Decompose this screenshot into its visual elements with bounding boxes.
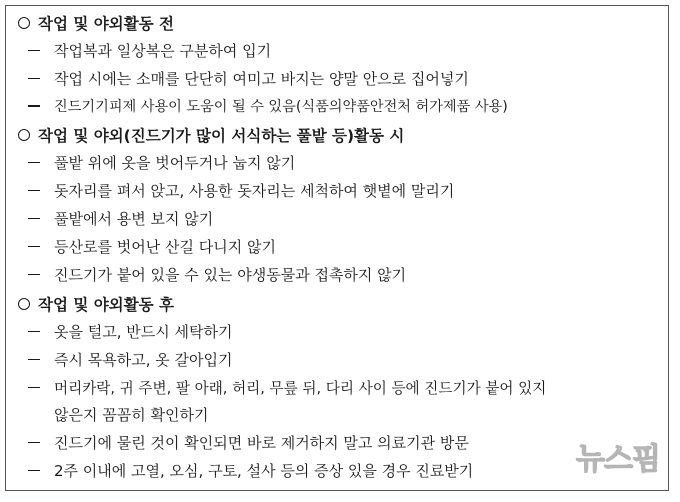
dash-icon xyxy=(28,218,40,220)
list-item-text: 돗자리를 펴서 앉고, 사용한 돗자리는 세척하여 햇볕에 말리기 xyxy=(54,182,455,200)
list-item xyxy=(28,349,232,370)
dash-icon xyxy=(28,50,40,52)
dash-icon xyxy=(28,246,40,248)
dash-icon xyxy=(28,274,40,276)
section-heading-after xyxy=(18,293,174,315)
list-item xyxy=(28,152,295,173)
list-item-continuation: 않은지 꼼꼼히 확인하기 xyxy=(54,406,209,424)
list-item xyxy=(28,68,469,89)
circle-bullet-icon xyxy=(18,129,30,141)
section-title: 작업 및 야외활동 후 xyxy=(38,296,174,314)
list-item-text: 작업복과 일상복은 구분하여 입기 xyxy=(54,42,272,60)
dash-icon xyxy=(28,359,40,361)
list-item-text: 진드기에 물린 것이 확인되면 바로 제거하지 말고 의료기관 방문 xyxy=(54,434,469,452)
dash-icon xyxy=(28,387,40,389)
list-item xyxy=(28,460,473,481)
list-item-text: 2주 이내에 고열, 오심, 구토, 설사 등의 증상 있을 경우 진료받기 xyxy=(54,462,474,480)
section-title: 작업 및 야외(진드기가 많이 서식하는 풀밭 등)활동 시 xyxy=(38,127,405,145)
list-item-text: 등산로를 벗어난 산길 다니지 않기 xyxy=(54,238,276,256)
list-item xyxy=(28,96,508,116)
list-item-text: 진드기기피제 사용이 도움이 될 수 있음(식품의약품안전처 허가제품 사용) xyxy=(54,99,508,115)
circle-bullet-icon xyxy=(18,17,30,29)
list-item-text: 즉시 목욕하고, 옷 갈아입기 xyxy=(54,351,233,369)
list-item-text: 옷을 털고, 반드시 세탁하기 xyxy=(54,323,233,341)
list-item-text: 풀밭 위에 옷을 벗어두거나 눕지 않기 xyxy=(54,154,296,172)
section-heading-during xyxy=(18,124,404,146)
guideline-box xyxy=(5,5,669,491)
list-item-text: 머리카락, 귀 주변, 팔 아래, 허리, 무릎 뒤, 다리 사이 등에 진드기가 붙어 있지 xyxy=(54,380,547,397)
circle-bullet-icon xyxy=(18,298,30,310)
list-item xyxy=(28,40,271,61)
list-item-text: 풀밭에서 용변 보지 않기 xyxy=(54,210,214,228)
dash-icon xyxy=(28,162,40,164)
dash-icon xyxy=(28,190,40,192)
list-item xyxy=(28,321,232,342)
section-heading-before xyxy=(18,12,174,34)
list-item xyxy=(28,208,213,229)
news-logo-watermark: 뉴스핌 xyxy=(576,442,660,477)
list-item xyxy=(28,236,276,257)
dash-icon xyxy=(28,105,40,107)
list-item xyxy=(28,264,406,285)
dash-icon xyxy=(28,78,40,80)
list-item xyxy=(28,377,546,398)
section-title: 작업 및 야외활동 전 xyxy=(38,15,174,33)
dash-icon xyxy=(28,442,40,444)
list-item xyxy=(28,432,469,453)
list-item-text: 진드기가 붙어 있을 수 있는 야생동물과 접촉하지 않기 xyxy=(54,266,407,284)
list-item xyxy=(28,180,454,201)
dash-icon xyxy=(28,470,40,472)
dash-icon xyxy=(28,331,40,333)
list-item-text: 작업 시에는 소매를 단단히 여미고 바지는 양말 안으로 집어넣기 xyxy=(54,70,469,88)
